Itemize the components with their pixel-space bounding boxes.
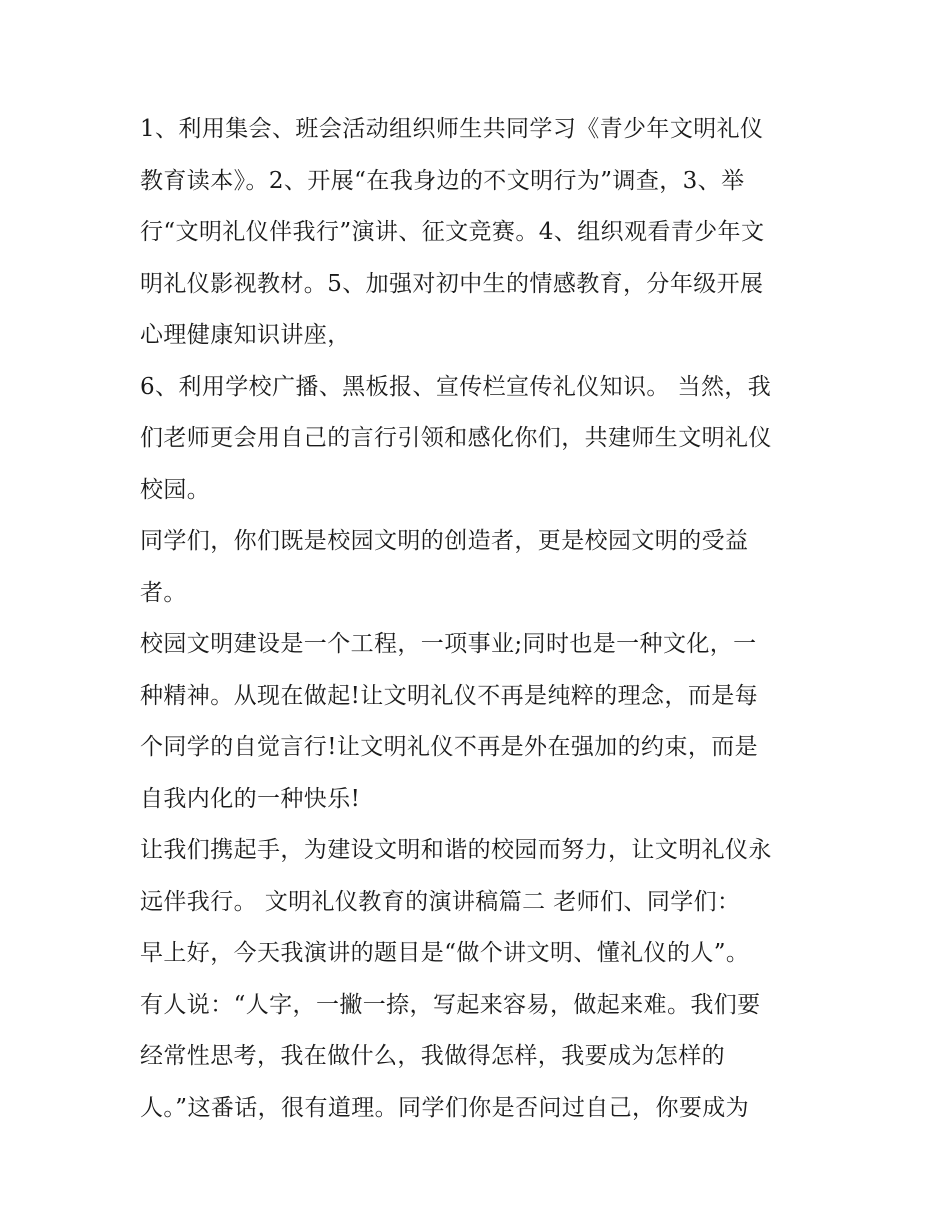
text-line: 校园。 <box>140 476 211 503</box>
text-line: 经常性思考，我在做什么，我做得怎样，我要成为怎样的 <box>140 1043 725 1069</box>
text-line: 们老师更会用自己的言行引领和感化你们，共建师生文明礼仪 <box>140 425 772 451</box>
text-line: 早上好，今天我演讲的题目是“做个讲文明、懂礼仪的人”。 <box>140 940 750 966</box>
text-line: 6、利用学校广播、黑板报、宣传栏宣传礼仪知识。 当然，我 <box>140 373 772 400</box>
text-line: 个同学的自觉言行!让文明礼仪不再是外在强加的约束，而是 <box>140 734 759 760</box>
text-line: 1、利用集会、班会活动组织师生共同学习《青少年文明礼仪 <box>140 116 764 142</box>
text-line: 者。 <box>140 579 187 606</box>
text-line: 明礼仪影视教材。5、加强对初中生的情感教育，分年级开展 <box>140 270 764 297</box>
text-line: 种精神。从现在做起!让文明礼仪不再是纯粹的理念，而是每 <box>140 682 759 709</box>
text-line: 同学们，你们既是校园文明的创造者，更是校园文明的受益 <box>140 528 749 554</box>
text-line: 教育读本》。2、开展“在我身边的不文明行为”调查，3、举 <box>140 167 745 194</box>
text-line: 自我内化的一种快乐! <box>140 785 361 812</box>
text-line: 心理健康知识讲座， <box>140 322 351 348</box>
text-line: 校园文明建设是一个工程，一项事业;同时也是一种文化，一 <box>140 631 757 657</box>
text-line: 行“文明礼仪伴我行”演讲、征文竞赛。4、组织观看青少年文 <box>140 219 765 245</box>
text-line: 远伴我行。 文明礼仪教育的演讲稿篇二 老师们、同学们： <box>140 888 741 915</box>
document-body <box>140 104 830 1134</box>
text-line: 人。”这番话，很有道理。同学们你是否问过自己，你要成为 <box>140 1094 750 1121</box>
text-line: 有人说：“人字，一撇一捺，写起来容易，做起来难。我们要 <box>140 991 761 1018</box>
text-line: 让我们携起手，为建设文明和谐的校园而努力，让文明礼仪永 <box>140 837 772 863</box>
